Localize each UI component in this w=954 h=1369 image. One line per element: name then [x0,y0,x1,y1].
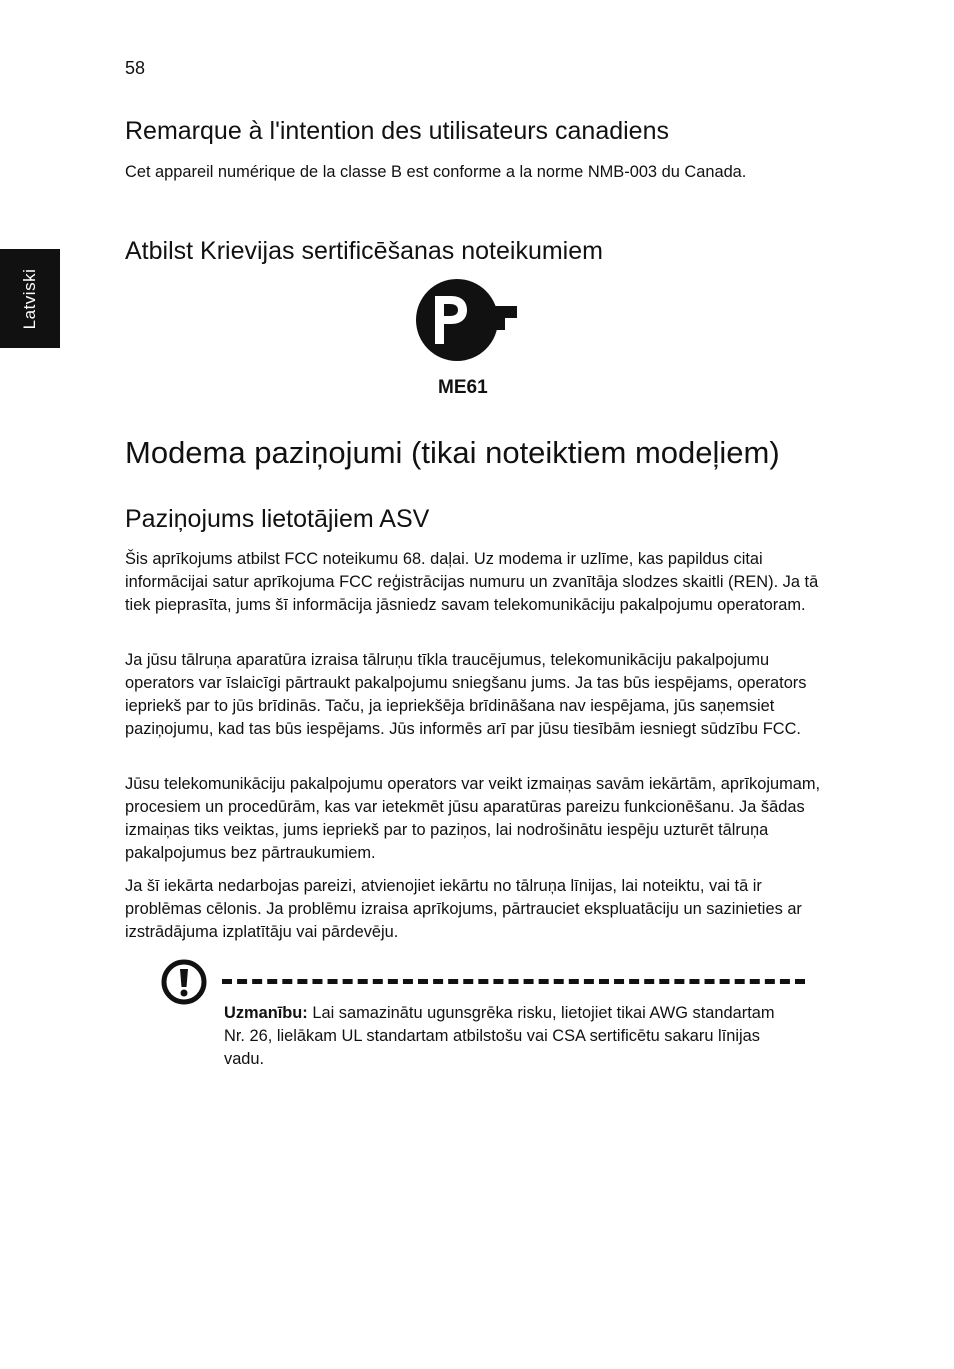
paragraph-4: Ja šī iekārta nedarbojas pareizi, atvienojiet iekārtu no tālruņa līnijas, lai noteiktu, vai tā ir problēmas cēlonis. Ja problēmu izraisa aprīkojums, pārtrauciet ekspluatāciju un sazinieties ar izstrādājuma izplatītāju vai pārdevēju. [125,877,802,941]
usa-subheading: Paziņojums lietotājiem ASV [125,505,430,533]
paragraph-1: Šis aprīkojums atbilst FCC noteikumu 68. daļai. Uz modema ir uzlīme, kas papildus citai informācijai satur aprīkojuma FCC reģistrācijas numuru un zvanītāja slodzes skaitli (REN). Ja tā tiek pieprasīta, jums šī informācija jāsniedz savam telekomunikāciju pakalpojumu operatoram. [125,550,819,614]
pct-certification-logo [415,278,519,362]
russia-heading: Atbilst Krievijas sertificēšanas noteikumiem [125,237,603,265]
paragraph-3: Jūsu telekomunikāciju pakalpojumu operators var veikt izmaiņas savām iekārtām, aprīkojumam, procesiem un procedūrām, kas var ietekmēt jūsu aparatūras pareizu funkcionēšanu. Ja šādas izmaiņas tiks veiktas, jums iepriekš par to paziņos, lai nodrošinātu iespēju uzturēt tālruņa pakalpojumus bez pārtraukumiem. [125,775,821,862]
language-side-tab [0,249,60,348]
caution-body: Lai samazinātu ugunsgrēka risku, lietojiet tikai AWG standartam Nr. 26, lielākam UL standartam atbilstošu vai CSA sertificētu sakaru līnijas vadu. [224,1004,775,1068]
paragraph-2: Ja jūsu tālruņa aparatūra izraisa tālruņu tīkla traucējumus, telekomunikāciju pakalpojumu operators var īslaicīgi pārtraukt pakalpojumu sniegšanu jums. Ja tas būs iespējams, operators iepriekš par to jūs brīdinās. Taču, ja iepriekšēja brīdināšana nav iespējama, jūs saņemsiet paziņojumu, kad tas būs iespējams. Jūs informēs arī par jūsu tiesībām iesniegt sūdzību FCC. [125,651,807,738]
caution-label: Uzmanību: [224,1004,308,1022]
logo-code: ME61 [438,377,488,398]
exclamation-circle-icon [160,958,208,1006]
caution-divider [222,979,805,984]
caution-note [224,1002,784,1071]
page-number: 58 [125,58,146,78]
modem-title: Modema paziņojumi (tikai noteiktiem modeļiem) [125,435,780,470]
language-tab-label: Latviski [20,268,39,330]
canada-heading: Remarque à l'intention des utilisateurs canadiens [125,117,669,145]
canada-body: Cet appareil numérique de la classe B est conforme a la norme NMB-003 du Canada. [125,163,747,181]
